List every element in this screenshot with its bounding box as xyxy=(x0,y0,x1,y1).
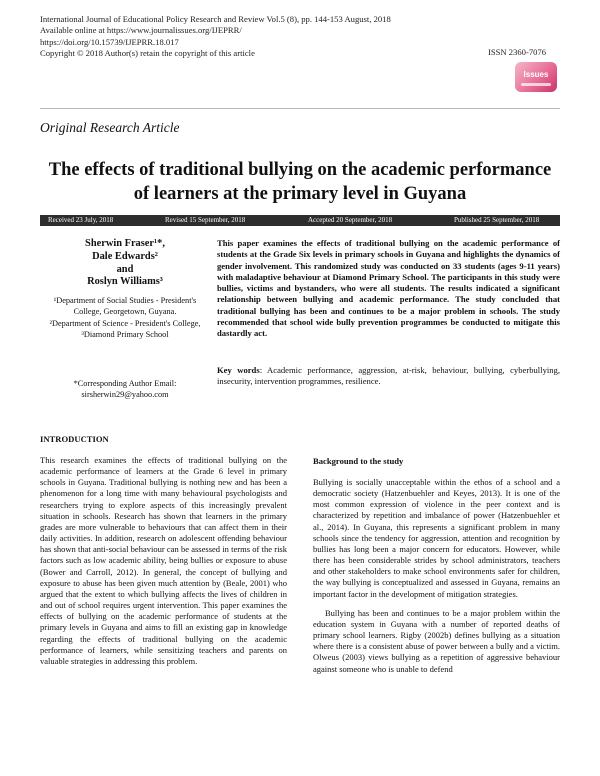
doi-link[interactable]: https://doi.org/10.15739/IJEPRR.18.017 xyxy=(40,36,179,47)
author-list xyxy=(40,238,210,289)
affiliations xyxy=(40,295,210,341)
introduction-paragraph: This research examines the effects of traditional bullying on the academic performance of learners at the Grade 6 level in primary schools in Guyana. Traditional bullying is nothing new and has been a phenomenon for a long time with many behavioural psychologists and researchers trying to explore aspects of this increasingly prevalent situation in schools. Research has shown that learners in the primary grades are more vulnerable to behaviours that can affect them in their daily activities. In addition, research on adolescent offending behaviour has shown that anti-social behaviour can be assessed in terms of the risk factors such as low academic ability, being bullies or exposure to abuse (Bower and Carroll, 2012). In general, the concept of bullying and exposure to abuse has been given much attention by (Beale, 2001) who argued that the extent to which bullying affects the lives of children in and out of school requires urgent intervention. This paper examines the effects of bullying on the academic performance of students at the primary levels in Guyana and aims to fill an existing gap in knowledge regarding the effects of traditional bullying on the academic performance of learners, while sensitizing teachers and parents on valuable strategies in addressing this problem. xyxy=(40,455,287,666)
affiliation-1: ¹Department of Social Studies - President's College, Georgetown, Guyana. xyxy=(53,296,197,317)
introduction-body xyxy=(40,455,287,667)
date-accepted: Accepted 20 September, 2018 xyxy=(308,216,393,224)
affiliation-3: ³Diamond Primary School xyxy=(81,330,169,340)
date-revised: Revised 15 September, 2018 xyxy=(165,216,246,224)
dates-bar xyxy=(40,215,560,226)
author-2: Dale Edwards² xyxy=(92,250,158,262)
logo-bar xyxy=(521,83,551,86)
date-received: Received 23 July, 2018 xyxy=(48,216,114,224)
keywords xyxy=(217,365,560,388)
author-1: Sherwin Fraser¹*, xyxy=(85,238,165,249)
article-type: Original Research Article xyxy=(40,120,180,135)
journal-url[interactable]: Available online at https://www.journalissues.org/IJEPRR/ xyxy=(40,25,242,36)
introduction-heading: INTRODUCTION xyxy=(40,434,109,444)
background-heading: Background to the study xyxy=(313,456,404,466)
journal-citation: International Journal of Educational Policy Research and Review Vol.5 (8), pp. 144-153 August, 2018 xyxy=(40,14,391,24)
corresponding-label: *Corresponding Author Email: xyxy=(73,379,177,388)
background-body xyxy=(313,477,560,683)
background-paragraph-2: Bullying has been and continues to be a major problem within the education system in Guyana with a number of reported deaths of primary school learners. Rigby (2002b) defines bullying as a situation where there is a consistent abuse of power between a bully and a victim. Olweus (2003) views bullying as a repetition of aggressive behaviour against someone who is unable to defend xyxy=(313,607,560,674)
copyright-notice: Copyright © 2018 Author(s) retain the copyright of this article xyxy=(40,47,255,58)
logo-text: Issues xyxy=(523,70,549,79)
affiliation-2: ²Department of Science - President's College, xyxy=(49,318,201,328)
background-paragraph-1: Bullying is socially unacceptable within the ethos of a school and a democratic society (Hatzenbuehler and Keyes, 2013). It is one of the most common expression of violence in the peer context and is characterized by repetition and imbalance of power (Hatzenbuehler et al., 2014). In Guyana, this represents a significant problem in many schools since the tendency for aggression, attention and recognition by bullies has long been a major concern for educators. However, while there has been considerable strides by school administrators, teachers and other stakeholders to make school environments safer for children, the way bullying is conceptualized and assessed in Guyana, remains an important factor in the development of mitigation strategies. xyxy=(313,477,560,599)
journal-header xyxy=(40,14,490,59)
keywords-text: : Academic performance, aggression, at-risk, behaviour, bullying, cyberbullying, insecurity, intervention programmes, resilience. xyxy=(217,365,560,387)
keywords-label: Key words xyxy=(217,365,260,375)
abstract: This paper examines the effects of traditional bullying on the academic performance of students at the Grade Six levels in primary schools in Guyana and highlights the dynamics of gender involvement. This randomized study was conducted on 33 students (ages 9-11 years) with maladaptive behaviour at Diamond Primary School. The participants in this study were bullies, victims and bystanders, who were all students. The results indicated a significant relationship between bullying and academic performance. The study concluded that traditional bullying has been and continues to be a major problem in schools. The study recommended that school wide bully prevention programmes be conducted to mitigate this dastardly act. xyxy=(217,238,560,339)
author-3: Roslyn Williams³ xyxy=(87,276,163,288)
date-published: Published 25 September, 2018 xyxy=(454,216,540,224)
author-conjunction: and xyxy=(116,263,134,275)
issn: ISSN 2360-7076 xyxy=(488,47,547,57)
corresponding-email[interactable]: sirsherwin29@yahoo.com xyxy=(81,390,169,399)
header-divider xyxy=(40,108,560,109)
paper-title: The effects of traditional bullying on the academic performance of learners at the primary level in Guyana xyxy=(48,160,552,204)
corresponding-author xyxy=(40,378,210,400)
journal-logo-icon xyxy=(515,62,557,92)
